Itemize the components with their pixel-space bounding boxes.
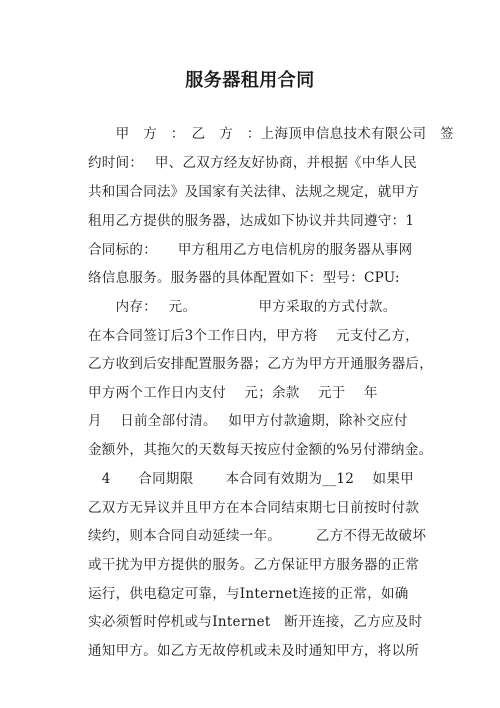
text-line: 月 日前全部付清。 如甲方付款逾期，除补交应付	[88, 413, 408, 429]
text-line: 运行，供电稳定可靠，与Internet连接的正常，如确	[88, 586, 409, 602]
text-line: 续约，则本合同自动延续一年。 乙方不得无故破坏	[88, 528, 427, 544]
text-line: 合同标的： 甲方租用乙方电信机房的服务器从事网	[88, 242, 413, 258]
text-line: 乙双方无异议并且甲方在本合同结束期七日前按时付款	[88, 500, 420, 516]
text-line: 乙方收到后安排配置服务器；乙方为甲方开通服务器后，	[88, 356, 433, 372]
text-line: 共和国合同法》及国家有关法律、法规之规定，就甲方	[88, 184, 420, 200]
text-line: 甲 方 ： 乙 方 ：上海顶申信息技术有限公司 签	[88, 126, 454, 142]
text-line: 或干扰为甲方提供的服务。乙方保证甲方服务器的正常	[88, 557, 420, 573]
text-line: 在本合同签订后3个工作日内，甲方将 元支付乙方，	[88, 328, 419, 344]
text-line: 4 合同期限 本合同有效期为__12 如果甲	[88, 471, 414, 487]
text-line: 络信息服务。服务器的具体配置如下：型号：CPU:	[88, 270, 400, 286]
text-line: 甲方两个工作日内支付 元；余款 元于 年	[88, 385, 378, 401]
document-title: 服务器租用合同	[185, 70, 315, 91]
text-line: 通知甲方。如乙方无故停机或未及时通知甲方，将以所	[88, 643, 420, 659]
text-line: 金额外，其拖欠的天数每天按应付金额的%另付滞纳金。	[88, 442, 433, 458]
text-line: 内存： 元。 甲方采取的方式付款。	[88, 299, 397, 315]
text-line: 租用乙方提供的服务器，达成如下协议并共同遵守：1	[88, 213, 415, 229]
text-line: 约时间： 甲、乙双方经友好协商，并根据《中华人民	[88, 155, 418, 171]
text-line: 实必须暂时停机或与Internet 断开连接，乙方应及时	[88, 614, 423, 630]
